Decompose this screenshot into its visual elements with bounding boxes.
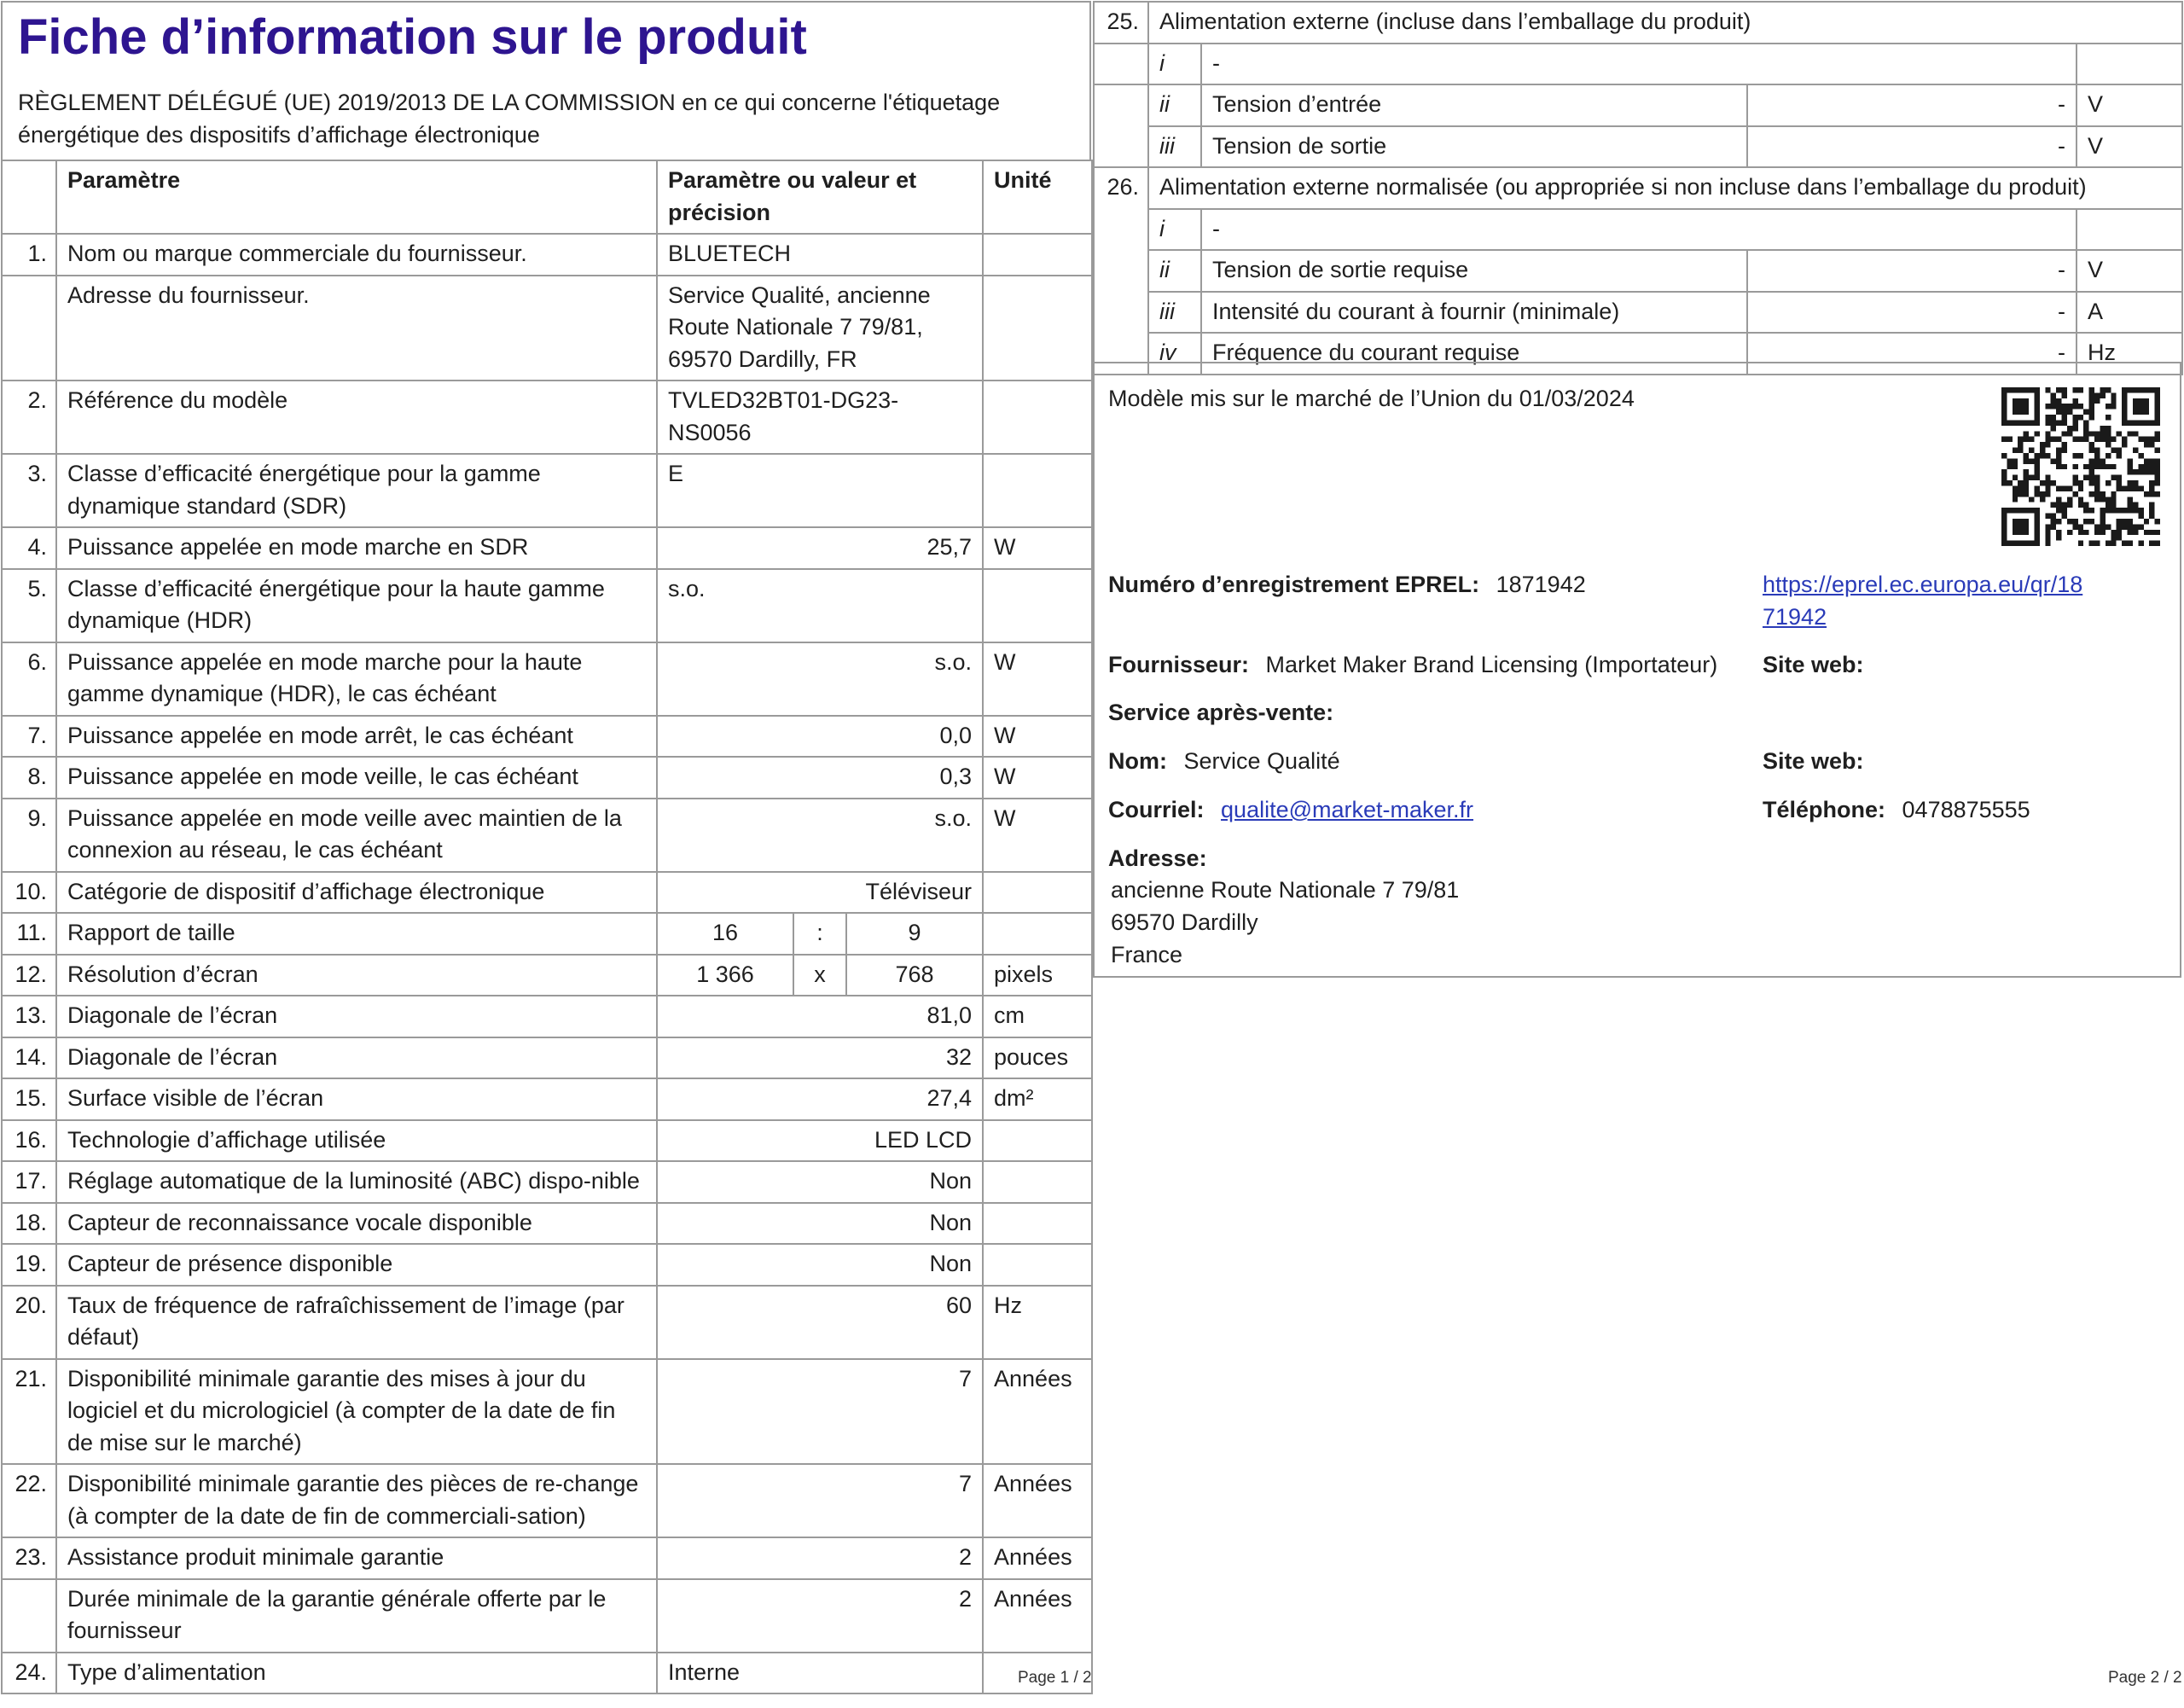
table-row — [2, 913, 1092, 955]
row-label: Diagonale de l’écran — [56, 996, 657, 1037]
row-label: Disponibilité minimale garantie des mises à jour du logiciel et du micrologiciel (à compter de la date de fin de mise sur le marché) — [56, 1359, 657, 1465]
page-title: Fiche d’information sur le produit — [18, 9, 807, 65]
row-number: 2. — [2, 381, 56, 454]
row-value: s.o. — [657, 799, 983, 872]
row-unit — [983, 381, 1092, 454]
row-title: Alimentation externe (incluse dans l’emballage du produit) — [1148, 2, 2182, 44]
row-label: Adresse du fournisseur. — [56, 276, 657, 381]
table-row — [2, 872, 1092, 914]
row-value: Non — [657, 1161, 983, 1203]
sub-unit: Hz — [2077, 333, 2182, 375]
row-value: BLUETECH — [657, 234, 983, 276]
row-value: Téléviseur — [657, 872, 983, 914]
row-25-iii — [1094, 126, 2182, 168]
row-label: Technologie d’affichage utilisée — [56, 1120, 657, 1162]
qr-code-icon[interactable] — [2001, 387, 2160, 546]
header-number-cell — [2, 160, 56, 234]
row-unit — [983, 234, 1092, 276]
sub-label: Intensité du courant à fournir (minimale) — [1201, 292, 1747, 334]
row-value: E — [657, 454, 983, 527]
row-unit: W — [983, 799, 1092, 872]
row-label: Durée minimale de la garantie générale offerte par le fournisseur — [56, 1579, 657, 1653]
row-separator: : — [793, 913, 846, 955]
row-unit: pixels — [983, 955, 1092, 996]
row-number: 9. — [2, 799, 56, 872]
row-number: 20. — [2, 1286, 56, 1359]
row-number: 14. — [2, 1037, 56, 1079]
table-row — [2, 716, 1092, 758]
sub-index: ii — [1148, 250, 1201, 292]
row-number: 3. — [2, 454, 56, 527]
row-number: 5. — [2, 569, 56, 642]
row-label: Puissance appelée en mode arrêt, le cas échéant — [56, 716, 657, 758]
row-number: 7. — [2, 716, 56, 758]
row-label: Surface visible de l’écran — [56, 1078, 657, 1120]
row-value: TVLED32BT01-DG23-NS0056 — [657, 381, 983, 454]
row-label: Nom ou marque commerciale du fournisseur. — [56, 234, 657, 276]
row-unit: pouces — [983, 1037, 1092, 1079]
table-row — [2, 1286, 1092, 1359]
parameter-table — [1, 160, 1093, 1694]
row-number: 25. — [1094, 2, 1148, 44]
table-row — [2, 454, 1092, 527]
row-unit: W — [983, 757, 1092, 799]
row-unit: cm — [983, 996, 1092, 1037]
row-separator: x — [793, 955, 846, 996]
row-25 — [1094, 2, 2182, 44]
row-unit: Années — [983, 1537, 1092, 1579]
row-value: 7 — [657, 1464, 983, 1537]
row-unit: dm² — [983, 1078, 1092, 1120]
row-unit — [983, 569, 1092, 642]
row-value: 2 — [657, 1537, 983, 1579]
row-unit — [983, 276, 1092, 381]
sub-unit: V — [2077, 250, 2182, 292]
supplier-value: Market Maker Brand Licensing (Importateur) — [1265, 652, 1718, 677]
table-header-row — [2, 160, 1092, 234]
row-label: Puissance appelée en mode veille, le cas échéant — [56, 757, 657, 799]
row-value: Non — [657, 1244, 983, 1286]
row-number: 17. — [2, 1161, 56, 1203]
row-number: 19. — [2, 1244, 56, 1286]
sub-unit: V — [2077, 84, 2182, 126]
row-number — [2, 1579, 56, 1653]
product-sheet-right — [1093, 1, 2181, 375]
row-value: 7 — [657, 1359, 983, 1465]
row-value: 32 — [657, 1037, 983, 1079]
power-supply-table — [1093, 1, 2183, 375]
address-label-row — [1108, 842, 1207, 874]
address-line-3: France — [1111, 942, 1183, 967]
row-label: Capteur de présence disponible — [56, 1244, 657, 1286]
phone-value: 0478875555 — [1902, 797, 2030, 822]
sub-text: - — [1201, 44, 2077, 85]
eprel-number: 1871942 — [1496, 572, 1586, 597]
row-unit: Années — [983, 1359, 1092, 1465]
row-label: Disponibilité minimale garantie des pièces de re-change (à compter de la date de fin de commerciali-sation) — [56, 1464, 657, 1537]
table-row — [2, 1078, 1092, 1120]
row-label: Référence du modèle — [56, 381, 657, 454]
table-row — [2, 955, 1092, 996]
row-unit: Années — [983, 1579, 1092, 1653]
row-label: Classe d’efficacité énergétique pour la gamme dynamique standard (SDR) — [56, 454, 657, 527]
table-row — [2, 276, 1092, 381]
eprel-link-block — [1763, 568, 2155, 633]
address-line-2: 69570 Dardilly — [1111, 909, 1258, 935]
row-value: 60 — [657, 1286, 983, 1359]
table-row — [2, 381, 1092, 454]
header-param: Paramètre — [56, 160, 657, 234]
row-label: Classe d’efficacité énergétique pour la haute gamme dynamique (HDR) — [56, 569, 657, 642]
table-row — [2, 799, 1092, 872]
row-value-a: 1 366 — [657, 955, 793, 996]
product-sheet-left — [1, 1, 1091, 1694]
address-block — [1111, 874, 1459, 971]
site-web-label-text: Site web: — [1763, 748, 1864, 774]
sub-index: iv — [1148, 333, 1201, 375]
page-number-2: Page 2 / 2 — [2108, 1669, 2182, 1687]
row-unit — [983, 872, 1092, 914]
row-value-b: 768 — [846, 955, 983, 996]
table-row — [2, 1537, 1092, 1579]
name-label: Nom: — [1108, 748, 1167, 774]
row-unit — [983, 1161, 1092, 1203]
row-unit: W — [983, 716, 1092, 758]
row-number: 10. — [2, 872, 56, 914]
row-value-a: 16 — [657, 913, 793, 955]
row-label: Type d’alimentation — [56, 1653, 657, 1694]
row-26 — [1094, 167, 2182, 209]
address-line-1: ancienne Route Nationale 7 79/81 — [1111, 877, 1460, 903]
row-label: Puissance appelée en mode veille avec maintien de la connexion au réseau, le cas échéant — [56, 799, 657, 872]
row-number-empty — [1094, 44, 1148, 85]
site-web-label-2 — [1763, 745, 1864, 777]
row-number — [2, 276, 56, 381]
sheet-header — [1, 1, 1091, 160]
phone-row — [1763, 793, 2030, 826]
email-row — [1108, 793, 1473, 826]
row-value-b: 9 — [846, 913, 983, 955]
sub-index: i — [1148, 44, 1201, 85]
row-26-i — [1094, 209, 2182, 251]
row-label: Résolution d’écran — [56, 955, 657, 996]
sub-value: - — [1747, 84, 2077, 126]
table-row — [2, 1359, 1092, 1465]
row-value: 0,3 — [657, 757, 983, 799]
table-row — [2, 1161, 1092, 1203]
table-row — [2, 569, 1092, 642]
row-label: Puissance appelée en mode marche en SDR — [56, 527, 657, 569]
eprel-label: Numéro d’enregistrement EPREL: — [1108, 572, 1480, 597]
sub-unit-empty — [2077, 44, 2182, 85]
site-web-label-1 — [1763, 648, 1864, 681]
row-number: 16. — [2, 1120, 56, 1162]
site-web-label-text: Site web: — [1763, 652, 1864, 677]
row-26-iii — [1094, 292, 2182, 334]
sub-label: Tension d’entrée — [1201, 84, 1747, 126]
row-label: Taux de fréquence de rafraîchissement de l’image (par défaut) — [56, 1286, 657, 1359]
sub-text: - — [1201, 209, 2077, 251]
row-label: Réglage automatique de la luminosité (ABC) dispo-nible — [56, 1161, 657, 1203]
header-value: Paramètre ou valeur et précision — [657, 160, 983, 234]
row-value: s.o. — [657, 642, 983, 716]
row-unit — [983, 1203, 1092, 1245]
row-unit — [983, 454, 1092, 527]
row-number: 8. — [2, 757, 56, 799]
row-number: 18. — [2, 1203, 56, 1245]
table-row — [2, 1203, 1092, 1245]
sub-unit: V — [2077, 126, 2182, 168]
row-unit: Années — [983, 1464, 1092, 1537]
sub-unit: A — [2077, 292, 2182, 334]
table-row — [2, 1653, 1092, 1694]
eprel-row — [1108, 568, 1586, 601]
table-row — [2, 234, 1092, 276]
row-unit: W — [983, 527, 1092, 569]
page-number-1: Page 1 / 2 — [1018, 1669, 1092, 1687]
sub-index: iii — [1148, 292, 1201, 334]
header-unit: Unité — [983, 160, 1092, 234]
row-unit — [983, 1244, 1092, 1286]
table-row — [2, 996, 1092, 1037]
row-unit: W — [983, 642, 1092, 716]
row-number: 26. — [1094, 167, 1148, 375]
row-label: Catégorie de dispositif d’affichage électronique — [56, 872, 657, 914]
supplier-label: Fournisseur: — [1108, 652, 1250, 677]
row-number: 1. — [2, 234, 56, 276]
service-label: Service après-vente: — [1108, 700, 1334, 725]
row-number: 23. — [2, 1537, 56, 1579]
name-row — [1108, 745, 1340, 777]
sub-unit-empty — [2077, 209, 2182, 251]
email-label: Courriel: — [1108, 797, 1205, 822]
market-date-text: Modèle mis sur le marché de l’Union du 01/03/2024 — [1108, 386, 1635, 411]
row-number: 4. — [2, 527, 56, 569]
row-number: 11. — [2, 913, 56, 955]
row-number: 12. — [2, 955, 56, 996]
regulation-text: RÈGLEMENT DÉLÉGUÉ (UE) 2019/2013 DE LA COMMISSION en ce qui concerne l'étiquetage énergétique des dispositifs d’affichage électronique — [18, 90, 1001, 148]
row-number: 22. — [2, 1464, 56, 1537]
sub-index: ii — [1148, 84, 1201, 126]
phone-label: Téléphone: — [1763, 797, 1886, 822]
row-value: 25,7 — [657, 527, 983, 569]
row-label: Capteur de reconnaissance vocale disponible — [56, 1203, 657, 1245]
row-25-i — [1094, 44, 2182, 85]
row-unit — [983, 1120, 1092, 1162]
row-number-empty — [1094, 84, 1148, 167]
row-value: s.o. — [657, 569, 983, 642]
sub-label: Fréquence du courant requise — [1201, 333, 1747, 375]
sub-index: i — [1148, 209, 1201, 251]
sub-index: iii — [1148, 126, 1201, 168]
sub-value: - — [1747, 292, 2077, 334]
table-row — [2, 527, 1092, 569]
sub-value: - — [1747, 333, 2077, 375]
row-26-ii — [1094, 250, 2182, 292]
row-value: 0,0 — [657, 716, 983, 758]
eprel-link-line1: https://eprel.ec.europa.eu/qr/18 — [1763, 572, 2083, 597]
row-label: Puissance appelée en mode marche pour la haute gamme dynamique (HDR), le cas échéant — [56, 642, 657, 716]
table-row — [2, 1120, 1092, 1162]
row-number: 13. — [2, 996, 56, 1037]
supplier-row — [1108, 648, 1717, 681]
row-value: Interne — [657, 1653, 983, 1694]
row-value: 2 — [657, 1579, 983, 1653]
eprel-link-line2: 71942 — [1763, 604, 1827, 630]
row-unit: Hz — [983, 1286, 1092, 1359]
row-value: LED LCD — [657, 1120, 983, 1162]
table-row — [2, 757, 1092, 799]
table-row — [2, 1464, 1092, 1537]
row-value: Non — [657, 1203, 983, 1245]
row-unit — [983, 913, 1092, 955]
sub-value: - — [1747, 250, 2077, 292]
row-number: 24. — [2, 1653, 56, 1694]
address-label: Adresse: — [1108, 845, 1207, 871]
table-row — [2, 1579, 1092, 1653]
email-link[interactable]: qualite@market-maker.fr — [1221, 797, 1474, 822]
row-title: Alimentation externe normalisée (ou appropriée si non incluse dans l’emballage du produit) — [1148, 167, 2182, 209]
row-value: 81,0 — [657, 996, 983, 1037]
row-value: Service Qualité, ancienne Route Nationale 7 79/81, 69570 Dardilly, FR — [657, 276, 983, 381]
row-label: Diagonale de l’écran — [56, 1037, 657, 1079]
sub-label: Tension de sortie — [1201, 126, 1747, 168]
row-number: 6. — [2, 642, 56, 716]
name-value: Service Qualité — [1183, 748, 1340, 774]
eprel-link[interactable] — [1763, 572, 2082, 630]
supplier-info-box — [1093, 362, 2181, 978]
row-25-ii — [1094, 84, 2182, 126]
sub-label: Tension de sortie requise — [1201, 250, 1747, 292]
row-number: 15. — [2, 1078, 56, 1120]
table-row — [2, 1244, 1092, 1286]
table-row — [2, 642, 1092, 716]
service-row — [1108, 696, 1333, 729]
row-label: Assistance produit minimale garantie — [56, 1537, 657, 1579]
row-label: Rapport de taille — [56, 913, 657, 955]
row-number: 21. — [2, 1359, 56, 1465]
sub-value: - — [1747, 126, 2077, 168]
row-value: 27,4 — [657, 1078, 983, 1120]
table-row — [2, 1037, 1092, 1079]
